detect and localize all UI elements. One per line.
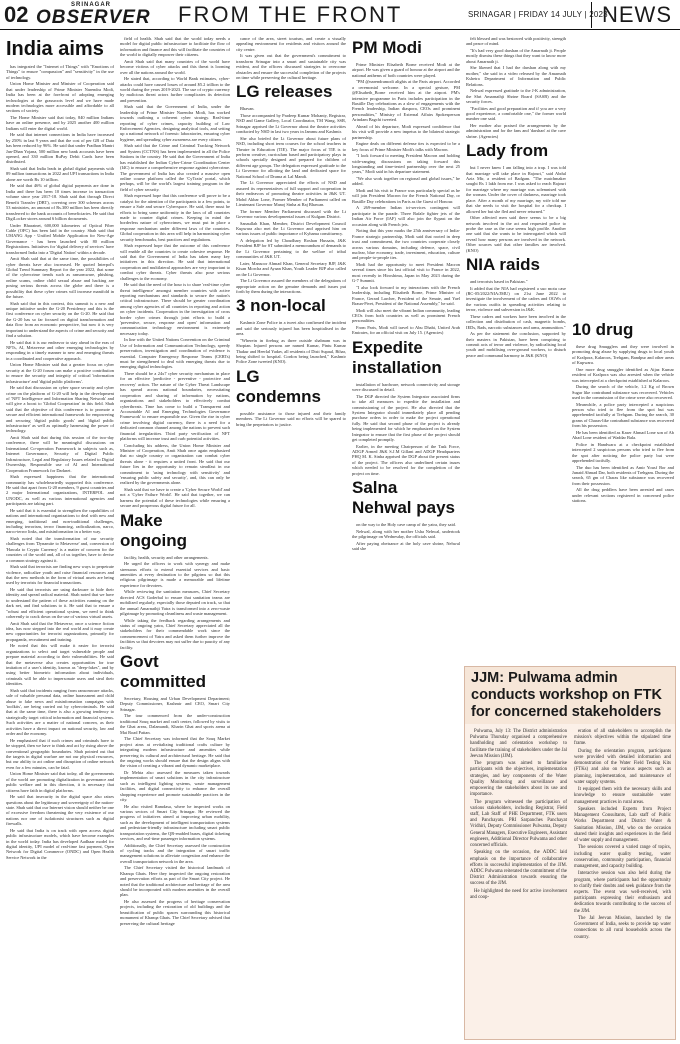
paragraph: The tour commenced from the under-construction traditional Souq market and craft center, followed by visits to the Ghat areas, Dalamandi, Kharin Ghat and sports arena at Mai Road Pattan. (120, 713, 230, 735)
paragraph: The former Member Parliament discussed with the Lt Governor various developmental issues of Kulgam District. (236, 208, 346, 219)
article-body-right (574, 729, 671, 942)
paragraph: She likened that I had the darshan along with my mother," she said in a video released by the Amarnath Kshetra Department of Information and Public Relations. (466, 65, 566, 87)
paragraph: One more drug smuggler identified as Aijaz Kumar resident of Kralpora was also arrested when the vehicle was intercepted at a checkpoint established at Kalaroos. (572, 366, 674, 383)
paragraph: Shah expressed hope that the outcome of this conference will enable all the countries to create cohesive response. He said that the Government of India has taken many key initiatives in this direction. He said that international cooperation and multilateral approaches are very important to combat cyber threats. Cyber threats also pose serious challenges to the economy. (120, 243, 230, 281)
paragraph: field of health. Shah said that the world today needs a model for digital public infrastructure to facilitate the flow of information and finance and this will facilitate the countries of the world to digitally empower their citizens. (120, 36, 230, 58)
article-body-continued (120, 36, 230, 509)
paragraph: The DGP directed the System Integrator associated firms to take all measures to expedite the installation and commissioning of the project. He also directed that the System Integrator should immediately place all pending purchase orders in order to make the project operational fully. He said that second phase of the project is already being implemented for which he emphasized on the System Integrator to ensure that the first phase of the project should get completed promptly. (352, 393, 460, 442)
column-4 (352, 36, 460, 553)
paragraph: cance of the area, street tourism, and create a visually appealing environment for residents and visitors around the city centre. (236, 36, 346, 52)
paragraph: Concluding his address, the Union Home Minister and Minister of Cooperation, Amit Shah once again emphasized that no single country or organization can combat cyber threats alone - it requires a united front. He said that our future lies in the opportunity to remain steadfast in our commitment to 'using technology with sensitivity' and 'ensuring public safety and security', and, this can only be realized by the governments alone. (120, 442, 230, 486)
paragraph: He said that discussion on cyber space security and cyber crime on the platform of G-20 will help in the development of 'NFT Intelligence and Information Sharing Network' and will give a boost to 'Global Cooperation' in this field. Shah said that the objective of this conference is to promote a secure and efficient international framework for empowering and securing 'digital public goods' and 'digital public infrastructure' as well as optimally harnessing the power of technology. (6, 385, 114, 434)
paragraph: Modi had the opportunity to meet President Macron several times since his last official visit to France in 2022, most recently in Hiroshima, Japan in May 2023 during the G-7 Summit. (352, 261, 460, 284)
column-5 (466, 36, 566, 359)
paragraph: "I also look forward to my interactions with the French leadership, including Elisabeth Borne, Prime Minister of France, Gerard Larcher, President of the Senate, and Yael Braun-Pivet, President of the National Assembly," he said. (352, 284, 460, 306)
paragraph: "Facilities and good preparation and if you are a very good experience, a comfortable one," the former world number one said. (466, 105, 566, 122)
paragraph: Shah said that the Crime and Criminal Tracking Network and System (CCTNS) has been implemented in all the Police Stations in the country. He said that the Government of India has established the Indian Cyber-Crime Coordination Center (I4C) to ensure a comprehensive response against cybercrime. The government of India has also created a massive open online course platform called the 'CyTrain' portal, which perhaps, will be the world's largest training program in the field of cyber security. (120, 143, 230, 192)
paragraph: Amit Shah said that during this session of the two-day conference, there will be meaningful discussions on International Co-operation Framework in subjects such as, Internet Governance, Security of Digital Public Infrastructure, Legal and Regulatory Issues related to Digital Ownership, Responsible use of AI and International Cooperation Framework for Darknet. (6, 435, 114, 473)
paragraph: Secretary, Housing and Urban Development Department; Deputy Commissioner, Kashmir and CEO, Smart City Srinagar. (120, 696, 230, 712)
paragraph: The Lt Governor appreciated the efforts of NSD and assured its representatives of full support and cooperation in their endeavors of promoting theatre activities in J&K UT. Mohd Akbar Lone, Former Member of Parliament called on Lieutenant Governor Manoj Sinha at Raj Bhawan. (236, 180, 346, 207)
paragraph: He noted that this will make it easier for terrorist organizations to select and target vulnerable people and prepare material according to their vulnerabilities. He said that the metaverse also creates opportunities for true imitation of a user's identity, known as "deep-fakes", and by using better biometric information about individuals, criminals will be able to impersonate users and steal their identities. (6, 643, 114, 687)
paragraph: He said that 46% of global digital payments are done in India and there has been 10 times increase in transaction volume since year 2017-18. Shah said that through Direct Benefit Transfer (DBT), covering over 300 schemes across 53 ministries, an amount of Rs.300 million has been directly transferred to the bank accounts of beneficiaries. He said that DigiLocker stores around 6 billion documents. (6, 183, 114, 221)
paragraph: He said that internet connections in India have increased by 250% in last 9 years and that the cost of per GB of Data has been reduced by 96%. He said that under Pradhan Mantri Jan-Dhan Yojana, 500 million new bank accounts have been opened, and 330 million RuPay Debit Cards have been distributed. (6, 132, 114, 165)
paragraph: He also assessed the progress of heritage conservation projects, including the restoration of old buildings and the beautification of public spaces surrounding this historical monument of Khanqa Ghats. The Chief Secretary advised that preserving the cultural heritage (120, 899, 230, 926)
paragraph: He said that India is on track with open access digital public infrastructure models, which have become examples in the world today. India has developed Aadhaar model for digital identity, UPI model of real-time fast payment, Open Network for Digital Commerce (ONDC) and Open Health Service Network in the (6, 827, 114, 860)
paragraph: "I look forward to meeting President Macron and holding wide-ranging discussions on taking forward this longstanding and time-tested partnership over the next 25 years," Modi said in his departure statement. (352, 153, 460, 175)
paragraph: Those accompanied by Pradeep Kumar Mohanty, Registrar, NSD and Game Gallery, Local Coordinator, TM Wang, SSR, Srinagar apprised the Lt Governor about the theatre activities conducted by NSD in last two years in Jammu and Kashmir. (236, 113, 346, 135)
paragraph: The program was aimed to familiarise participants with the objectives, implementation strategies, and key components of the Water Quality Monitoring and surveillance and empowering the stakeholders about its use and importance. (470, 761, 567, 798)
paragraph: He emphasized that if such crimes and criminals have to be stopped, then we have to think and act by rising above the conventional geographic boundaries. Shah pointed out that the targets in digital warfare are not our physical resources, but our ability to act online and disruption of online network even for a few minutes, can be fatal. (6, 737, 114, 770)
paragraph: Noting that this year marks the 25th anniversary of India-France strategic partnership, Modi said that rooted in deep trust and commitment, the two countries cooperate closely across various domains, including defence, space, civil nuclear, blue economy, trade, investment, education, culture and people-to-people ties. (352, 228, 460, 261)
paragraph: Ahead of his departure, Modi expressed confidence that his visit will provide a new impetus to the bilateral strategic partnership. (352, 123, 460, 140)
paragraph: Modi will also meet the vibrant Indian community, leading CEOs from both countries as well as prominent French personalities. (352, 307, 460, 324)
paragraph: It equipped them with the necessary skills and knowledge to ensure sustainable water management practices in rural areas. (574, 787, 671, 805)
paragraph: The Lt Governor assured the members of the delegations of appropriate action on the genuine demands and issues put forth by them during the interactions. (236, 278, 346, 294)
paragraph: He said that it is our endeavor to stay ahead in the eras of NFTs, AI, Metaverse and other emerging technologies by responding in a timely manner to new and emerging threats in a coordinated and cooperative approach. (6, 339, 114, 361)
article-body (236, 411, 346, 427)
paragraph: Shah said that in this context, this summit is a new and unique initiative under the G-20 Presidency and this is the first conference on cyber security on the G-20. He said that the G-20 has so far focused on digital transformation and data flow from an economic perspective, but now it is very important to understand the aspects of crime and security and find a solution. (6, 300, 114, 338)
page-number: 02 (4, 2, 29, 27)
headline: 10 drug (572, 320, 634, 339)
paragraph: Earlier, in the meeting Chairperson of the Task Force, ADGP Armed J&K S.J.M Gillani and ADGP Headquarters PHQ M. K. Sinha apprised the DGP about the present status of the project. The officers also underlined certain issues which needed to be resolved for the completion of the project on time. (352, 443, 460, 476)
paragraph: Later, Mansoor Ahmad Khan, General Secretary BJP, J&K Kisan Morcha and Ayaan Khan, Youth Leader BJP also called on the Lt Governor. (236, 260, 346, 277)
paragraph: The Home Minister said that today, 840 million Indians have an online presence, and by 2025 another 400 million Indians will enter the digital world. (6, 115, 114, 131)
paragraph: Union Home Minister said that a greater focus on cyber security at the G-20 forum can make a positive contribution to ensure the security and integrity of critical 'information infrastructure' and 'digital public platforms'. (6, 362, 114, 384)
paragraph: Shah said that India leads in global digital payments with 89 million transactions in 2022 and UPI transactions in India alone are worth Rs 10 trillion. (6, 166, 114, 182)
paragraph: Prime Minister Elisabeth Borne received Modi at the airport. He was given a guard of honour at the airport and the national anthems of both countries were played. (352, 62, 460, 78)
paragraph: It was given out that the government's commitment to transform Srinagar into a smart and sustainable city was evident, and the officers discussed strategies to overcome obstacles and ensure the successful completion of the projects on time while preserving the cultural heritage. (236, 53, 346, 81)
headline: PM Modi (352, 38, 422, 57)
paragraph: "We also work together on regional and global issues," he added. (352, 176, 460, 187)
paragraph: has integrated the "Internet of Things" with "Emotions of Things" to ensure "compassion" and "sensitivity" in the use of technology. (6, 64, 114, 80)
masthead (0, 0, 680, 30)
paragraph: Modi and his visit to France was particularly special as he will join President Macron for the French National Day, or Bastille Day celebrations in Paris as the Guest of Honour. (352, 188, 460, 204)
paragraph: All the drug peddlers have been arrested and cases under relevant sections registered in concerned police stations. (572, 487, 674, 504)
paragraph: The sessions covered a varied range of topics, including water quality testing, water conservation, community participation, financial management, and capacity building. (574, 845, 671, 870)
column-6 (572, 318, 674, 505)
headline: Make ongoing (120, 510, 188, 550)
paragraph: Shah said that incidents ranging from ransomware attacks, sale of valuable personal data, online harassment and child abuse to fake news and misinformation campaigns with 'toolkits', are being carried out by cybercriminals. He said that at the same time, there is also a growing tendency to strategically target critical information and financial systems. Such activities are a matter of national concern, as their activities have a direct impact on national security, law and order and the economy. (6, 687, 114, 737)
paragraph: As per the statement the conclusion, supported by their masters in Pakistan, have been conspiring to commit acts of terror and violence, by radicalising local youth and mobilising over-ground workers, to disturb peace and communal harmony in J&K (KNO) (466, 331, 566, 358)
paragraph: A delegation led by Choudhary Roshan Hussain, J&K President BJP for ST submitted a memorandum of demands to the Lt Governor pertaining to the welfare of tribal communities of J&K UT. (236, 237, 346, 260)
paragraph: He said that it is essential to strengthen the capabilities of nations and international organizations to deal with new and emerging, traditional and non-traditional challenges, including terrorism, terror financing, radicalization, narco, narco-terror links, and misinformation in a better way. (6, 507, 114, 535)
paragraph: eration of all stakeholders to accomplish the mission's objectives within the stipulated time frame. (574, 729, 671, 747)
paragraph: During the orientation program, participants were provided with detailed information and demonstration of the Water Field Testing Kits (FTKs) and also on various aspects such as planning, implementation, and maintenance of water supply systems. (574, 748, 671, 785)
article-body (236, 106, 346, 294)
paragraph: He highlighted the need for active involvement and coop- (470, 888, 567, 901)
paragraph: Speaking on the occasion, the ADDC laid emphasis on the importance of collaborative efforts in successful implementation of the JJM. ADDC Pulwama reiterated the commitment of the District Administration towards ensuring the success of the JJM. (470, 850, 567, 887)
paragraph: Speakers included Experts from Project Management Consultants, Lab staff of Public Works Department and District Water & Sanitation Mission, JJM, who on the occasion shared their insights and experiences in the field of water supply and management. (574, 807, 671, 844)
paragraph: Under Bharatnet, 600,000 kilometers of Optical Fiber Cable (OFC) has been laid in the country. Shah said that UMANG App - Unified Mobile Application for New-Age Governance - has been launched with 80 million Registrations. Initiatives for 'digital delivery of services' have transformed India into a 'Digital Nation' within a decade. (6, 222, 114, 255)
headline: LG releases (236, 82, 333, 102)
jjm-boxed-article (464, 666, 676, 1040)
paragraph: Union Home Minister said that today, all the governments of the world are promoting digitalization in governance and public welfare and in this direction, it is necessary that citizens have faith in digital platforms. (6, 771, 114, 793)
paragraph: The Jal Jeevan Mission, launched by the Government of India, seeks to provide tap water connections to all rural households across the country. (574, 916, 671, 940)
paragraph: He said that insecurity in the digital space also raises questions about the legitimacy and sovereignty of the nation-state. Shah said that our Internet vision should neither be one of excessive freedom threatening the very existence of our nations nor one of isolationist structures such as digital firewalls. (6, 794, 114, 827)
article-body (352, 382, 460, 476)
paragraph: He said that terrorists are using darkware to hide their identity and spread radical material. Shah noted that we have to understand the pattern of these activities running on the dark net, and find solutions to it. He said that to ensure a "robust and efficient operational system, we need to think coherently to crack down on the use of various virtual assets. (6, 586, 114, 619)
article-body-left (470, 729, 567, 902)
article-body (236, 320, 346, 364)
paragraph: Shah expressed hope that this conference will prove to be a catalyst for the attention of the participants to a few points, to ensure a Safe and secure Cyberspace. He said, there must be efforts to bring some uniformity in the laws of all countries made to counter digital crimes. Keeping in mind the borderless nature of cybercrimes, we must put in place a response mechanism under different laws of the countries. Global cooperation in this area will help in harmonising cyber security benchmarks, best practices and regulations. (120, 193, 230, 242)
article-body (6, 64, 114, 860)
article-body (352, 62, 460, 336)
paragraph: There should be a 24x7 cyber security mechanism in place for an effective 'predictive - preventive - protective and recovery' action. The nature of the Cyber Threat Landscape has spread across national boundaries, necessitating cooperation and sharing of information by nations, organizations and stakeholders to effectively combat cyberthreats. Time has come to build a 'Transparent and Accountable AI and Emerging Technologies Governance Framework' to ensure responsible use. Given the rise in cyber crime involving digital currency, there is a need for a dedicated common channel among the nations to prevent such financial irregularities. Third party verification of NFT platforms will increase trust and curb potential activities. (120, 371, 230, 441)
headline: Govt committed (120, 652, 206, 692)
news-label: NEWS (591, 2, 672, 28)
article-body (352, 522, 460, 551)
paragraph: Union Home Minister and Minister of Cooperation said that under leadership of Prime Minister Narendra Modi, India has been at the forefront of adopting emerging technologies at the grassroots level and we have made modern technologies more accessible and affordable to all sections of society. (6, 81, 114, 114)
paragraph: and terrorists based in Pakistan." (470, 278, 528, 284)
paragraph: The duo has been identified as Amir Yousf Bor and Junaid Ahmad Dar, both residents of Trehgam. During the search, 65 gm of Charas like substance was recovered from their possession. (572, 464, 675, 486)
article-body (466, 279, 566, 358)
paragraph: Dr Mehta also assessed the measures taken towards implementation of smart solutions in the city infrastructure such as intelligent lighting systems, waste management facilities, and digital connectivity to enhance the overall shopping experience and promote sustainable practices in the city. (120, 769, 230, 802)
article-body-continued (236, 36, 346, 80)
paragraph: Bhavan. (240, 106, 255, 112)
paragraph: While taking the feedback regarding arrangements and status of ongoing yatra, Chief Secretary appreciated all the stakeholders for their commendable work since the commencement of Yatra and asked them further improve the facilities so that devotees may not suffer due to paucity of any facility. (120, 617, 230, 650)
paragraph: "It's had very good darshan of the Amarnath ji. People mostly dismiss these things that they want to know more about Amarnath ji. (466, 48, 566, 64)
paragraph: Nehwal, along with her mother Usha Nehwal, undertook the pilgrimage on Wednesday, the officials said. (352, 528, 460, 540)
paragraph: Amit Shah said that at the same time, the possibilities of cyber threats have also increased. He quoted Interpol's Global Trend Summary Report for the year 2022, that some of the cybercrime trends such as ransomware, phishing, online scams, online child sexual abuse and hacking are posing serious threats across the globe and there is a possibility that these cyber crimes will increase manifold in the future. (6, 256, 114, 299)
paragraph: these drug Smugglers and they were involved in promoting drug abuse by supplying drugs to local youth of Kralpora, Kalaroos, Trehgam, Bandpur and other areas of Kupwara. (572, 344, 674, 366)
brand-top: SRINAGAR (70, 2, 111, 8)
paragraph: Amit Shah said that the Metaverse, once a science fiction idea, has now stepped into the real world and it may create new opportunities for terrorist organizations, primarily for propaganda, recruitment and training. (6, 620, 114, 642)
paragraph: The Chief Secretary was informed that the Souq Market project aims at revitalizing traditional crafts culture by integrating modern infrastructure and amenities while preserving its cultural and architectural heritage. He said that the ongoing works should ensure that the design aligns with the vision of creating a vibrant and dynamic marketplace. (120, 736, 230, 769)
paragraph: Interactive session was also held during the program, where participants had the opportunity to clarify their doubts and seek guidance from the experts. The event was well-received, with participants expressing their enthusiasm and dedication towards contributing to the success of the JJM. (574, 871, 671, 914)
paragraph: "PM @narendramodi alights at the Paris airport. Accorded a ceremonial welcome. In a special gesture, PM @Elisabeth_Borne received him at the airport. PM's intensive programme in Paris includes participation in the Bastille Day celebrations as a slew of engagements with the French leadership, Indian diaspora, CEOs and prominent personalities," Ministry of External Affairs Spokesperson Arindam Bagchi tweeted. (352, 79, 460, 123)
headline: 3 non-local (236, 296, 326, 316)
article-body (120, 555, 230, 650)
paragraph: He said that the need of the hour is to share 'real-time cyber threat intelligence' amongst member countries with active reporting mechanisms and standards to secure the nation's critical infrastructure. There should be greater coordination among cyber agencies of all countries in reporting and action on cyber incidents. Cooperation in the investigation of cross border cyber crimes through joint efforts to build a 'preventive, secure, response and open' information and communication technology environment is extremely necessary today. (120, 282, 230, 336)
paragraph: Other affected men said there seems to be a big network involved in the act and requested police to probe the case as the case seems high profile. Another one said that she wants to be interrogated which will reveal how many persons are involved in the network. Other sources said that other families are involved. (KNO) (466, 215, 566, 253)
paragraph: She also briefed the Lt Governor about future plans of NSD, including short term courses for the school teachers in Theatre in Education (TIE). The major focus of TIE is to perform creative, curriculum based and participatory plays in schools specially designed and prepared for children of different age groups. The delegation expressed gratitude to the Lt Governor for allotting the land and dedicated space for National School of Drama at Lal Mandi. (236, 135, 346, 179)
paragraph: Shah noted that the transformation of our security challenges from 'Dynamite to Metaverse' and, conversion of 'Hawala to Crypto Currency' is a matter of concern for the countries of the world and, all of us together, have to devise a common strategy against it. (6, 535, 114, 563)
paragraph: Sanaullah Khan, Member, District Development Council Kupwara also met the Lt Governor and apprised him on various issues of public importance of Kyhama constituency. (236, 220, 346, 237)
paragraph: The Chief Secretary visited the historical landmark of Khanqa Ghats. Here they inspected the ongoing restoration and preservation efforts as part of the Smart City project. He noted that the traditional architecture and heritage of the area should be incorporated with modern amenities in the overall plan. (120, 865, 230, 898)
paragraph: Shah said that we have to create a 'Cyber Secure World' and not a 'Cyber Failure World'. He said that together, we can harness the potential of these technologies while ensuring a secure and prosperous digital future for all. (120, 486, 230, 509)
paragraph: The program witnessed the participation of various stakeholders, including Registrar, Field staff, Lab Staff of PHE Department, FTK users and Panchayats. PRI Sarpanches Panchayat Vridhiri, Deputy Commissioner Pulwama, Deputy General Managers, Executive Engineers, Assistant engineers, Additional Director Pulwama and other concerned officials. (470, 799, 567, 849)
article-body (466, 165, 566, 253)
headline: NIA raids (466, 254, 541, 274)
headline: JJM: Pulwama admin conducts workshop on FTK for concerned stakeholders (465, 667, 675, 724)
article-body (120, 696, 230, 926)
paragraph: "Wherein in firebug as three outside shabnam was in Shopian. Injured persons are named Kumar, Pintu Kumar Thakur and Heerlal Yadav, all residents of Distt Supaul, Bihar, being shifted to hospital. Cordon being launched," Kashmir Police Zone tweeted (KNO). (236, 337, 346, 365)
paragraph: He stated that, according to World Bank estimates, cyber-attacks could have caused losses of around $5.2 trillion to the world during the years 2019-2023. The use of crypto currency by malicious threat actors further complicates its detection and prevention. (120, 76, 230, 103)
paragraph: facility, health, security and other arrangements. (124, 554, 209, 560)
paragraph: Pulwama, July 13: The District administration Pulwama Thursday organised a comprehensive handholding and orientation workshop to facilitate the training of stakeholders under the Jal Jeevan Mission (JJM). (470, 729, 567, 759)
paragraph: Kashmir Zone Police in a tweet also confirmed the incident and said the seriously injured has been hospitalised in the area. (236, 320, 346, 337)
paragraph: From Paris, Modi will travel to Abu Dhabi, United Arab Emirates, for an official visit on July 15. (Agencies) (352, 324, 460, 336)
paragraph: Additionally, the Chief Secretary assessed the construction of cycling tracks and the integration of smart traffic management solutions to alleviate congestion and enhance the overall transportation network in the area. (120, 842, 230, 864)
paragraph: He urged the officers to work with synergy and make strenuous efforts to extend essential services and basic amenities at every destination to the pilgrims so that this religious pilgrimage is made a memorable and lifetime experience for devotees. (120, 561, 230, 588)
paragraph: In line with the United Nations Convention on the Criminal Use of Information and Communication Technology, speedy preservation, investigation and coordination of evidence is essential. Computer Emergency Response Teams (CERTs) must be strengthened to deal with emerging threats due to emerging digital technologies. (120, 337, 230, 370)
paragraph: After paying obeisance at the holy cave shrine, Nehwal said she (352, 540, 460, 552)
section-title: FROM THE FRONT (178, 2, 403, 27)
paragraph: possible assistance to those injured and their family members. The Lt Governor said no efforts will be spared to bring the perpetrators to justice. (236, 410, 346, 427)
paragraph: felt blessed and was bestowed with positivity, strength and peace of mind. (466, 36, 566, 47)
paragraph: Meanwhile, a police party intercepted a suspicious person who tried to flee from the spot but was apprehended tactfully at Trehgam. During the search, 30 grams of Charas-like contraband substance was recovered from his possession. (572, 401, 674, 429)
paragraph: A 269-member Indian tri-services contingent will participate in the parade. Three Rafale fighter jets of the Indian Air Force (IAF) will also join the flypast on the occasion along with French jets. (352, 205, 460, 227)
column-2 (120, 36, 230, 927)
paragraph: Shah said that the Government of India, under the leadership of Prime Minister Narendra Modi, has worked towards outlining a coherent cyber strategy. Real-time reporting of cyber crimes, capacity building of Law Enforcement Agencies, designing analytical tools, and setting up a national network of forensic laboratories, ensuring cyber hygiene, and spreading cyber awareness are every citizen. (120, 104, 230, 142)
paragraph: Police in Handwara at a checkpoint established intercepted 2 suspicious persons who tried to flee from the spot after noticing the police party but were apprehended tactfully. (572, 441, 674, 464)
headline: India aims (6, 38, 104, 60)
paragraph: It added that the NIA had registered a suo motu case (RC-05/2022/NIA/JMU) on 21st June 2022 to investigate the involvement of the cadres and OGWs of the various outfits in spreading activities relating to terror, violence and subversion in J&K. (466, 285, 566, 313)
paragraph: He also visited Ramdasa, where he inspected works on various sectors of Smart City Srinagar. He reviewed the progress of initiatives aimed at improving urban mobility, such as the development of intelligent transportation systems and pedestrian-friendly infrastructure including smart public transportation systems, the QR-enabled buses, digital ticketing services, and real-time passenger information systems. (120, 803, 230, 841)
brand-logo (36, 1, 151, 28)
paragraph: He has been identified as Kaser Ahmad Lone son of Ab Ahad Lone resident of Waddar Bala. (572, 429, 674, 441)
paragraph: Engine deals on different defense ties is expected to be a key focus of Prime Minister Modi's talks with Macron. (352, 141, 460, 152)
paragraph: on the way to the Holy cave camp of the yatra, they said. (356, 522, 456, 528)
paragraph: Shah expressed happiness that the international community has wholeheartedly supported this conference. He said that apart from G-20 members, 9 guest countries and 2 major International organizations, INTERPOL and UNODC, as well as various international agencies and participants are taking part. (6, 474, 114, 507)
paragraph: During the search of the vehicle, 1.2 Kg of Brown Sugar like contraband substance was recovered. Vehicles used in the commission of the crime were also recovered. (572, 384, 674, 401)
paragraph: Her mother also praised the arrangements by the administration and for the fans and 'darshan' at the cave shrine. (Agencies) (466, 123, 566, 139)
brand-name: OBSERVER (36, 7, 151, 28)
paragraph: but I never knew I am falling into a trap. I was told that marriage will take place in Rajouri," said Abdul Aziz Mir, a resident of Badgam. "The matchmaker sought Rs 1 lakh from me. I was asked to reach Rajouri for marriage where my marriage was solemnised with the woman. Under the cover of darkness, marriage took place. After a month of my marriage, my wife told me that she needs to visit the hospital for a checkup. I allowed her but she fled and never returned." (466, 165, 566, 214)
paragraph: Shah said that terrorists are finding new ways to perpetrate violence, radicalize youth and raise financial resources and that the new methods in the form of virtual assets are being used by terrorists for financial transactions. (6, 564, 114, 586)
headline: Expedite installation (352, 337, 442, 377)
paragraph: While reviewing the sanitation measures, Chief Secretary directed ACS Goderbal to ensure that sanitation teams are mobilized regularly, especially those deputed on track, so that the annual Amarnathji Yatra is transformed into a zero-waste pilgrimage by promoting cleanliness and waste management. (120, 589, 230, 617)
paragraph: These cadres and workers have been involved in the collection and distribution of cash, magnetic bombs, IEDs, Rads, narcotic substances and arms, ammunition." (466, 313, 566, 330)
column-3 (236, 36, 346, 428)
headline: Salna Nehwal pays (352, 478, 455, 518)
article-body (572, 344, 674, 504)
article-body-continued (466, 36, 566, 139)
article-india-aims (6, 36, 114, 861)
paragraph: Nehwal expressed gratitude to the J-K administration, the Shri Amarnathji Shrine Board (SASB) and the security forces. (466, 88, 566, 105)
paragraph: installation of hardware, network connectivity and storage were discussed in detail. (352, 381, 460, 393)
paragraph: Amit Shah said that many countries of the world have become victims of cyber attacks and this threat is looming over all the nations around the world. (120, 58, 230, 75)
headline: LG condemns (236, 366, 322, 406)
headline: Lady from (466, 141, 549, 161)
dateline: SRINAGAR | FRIDAY 14 JULY | 2023 (468, 10, 608, 19)
